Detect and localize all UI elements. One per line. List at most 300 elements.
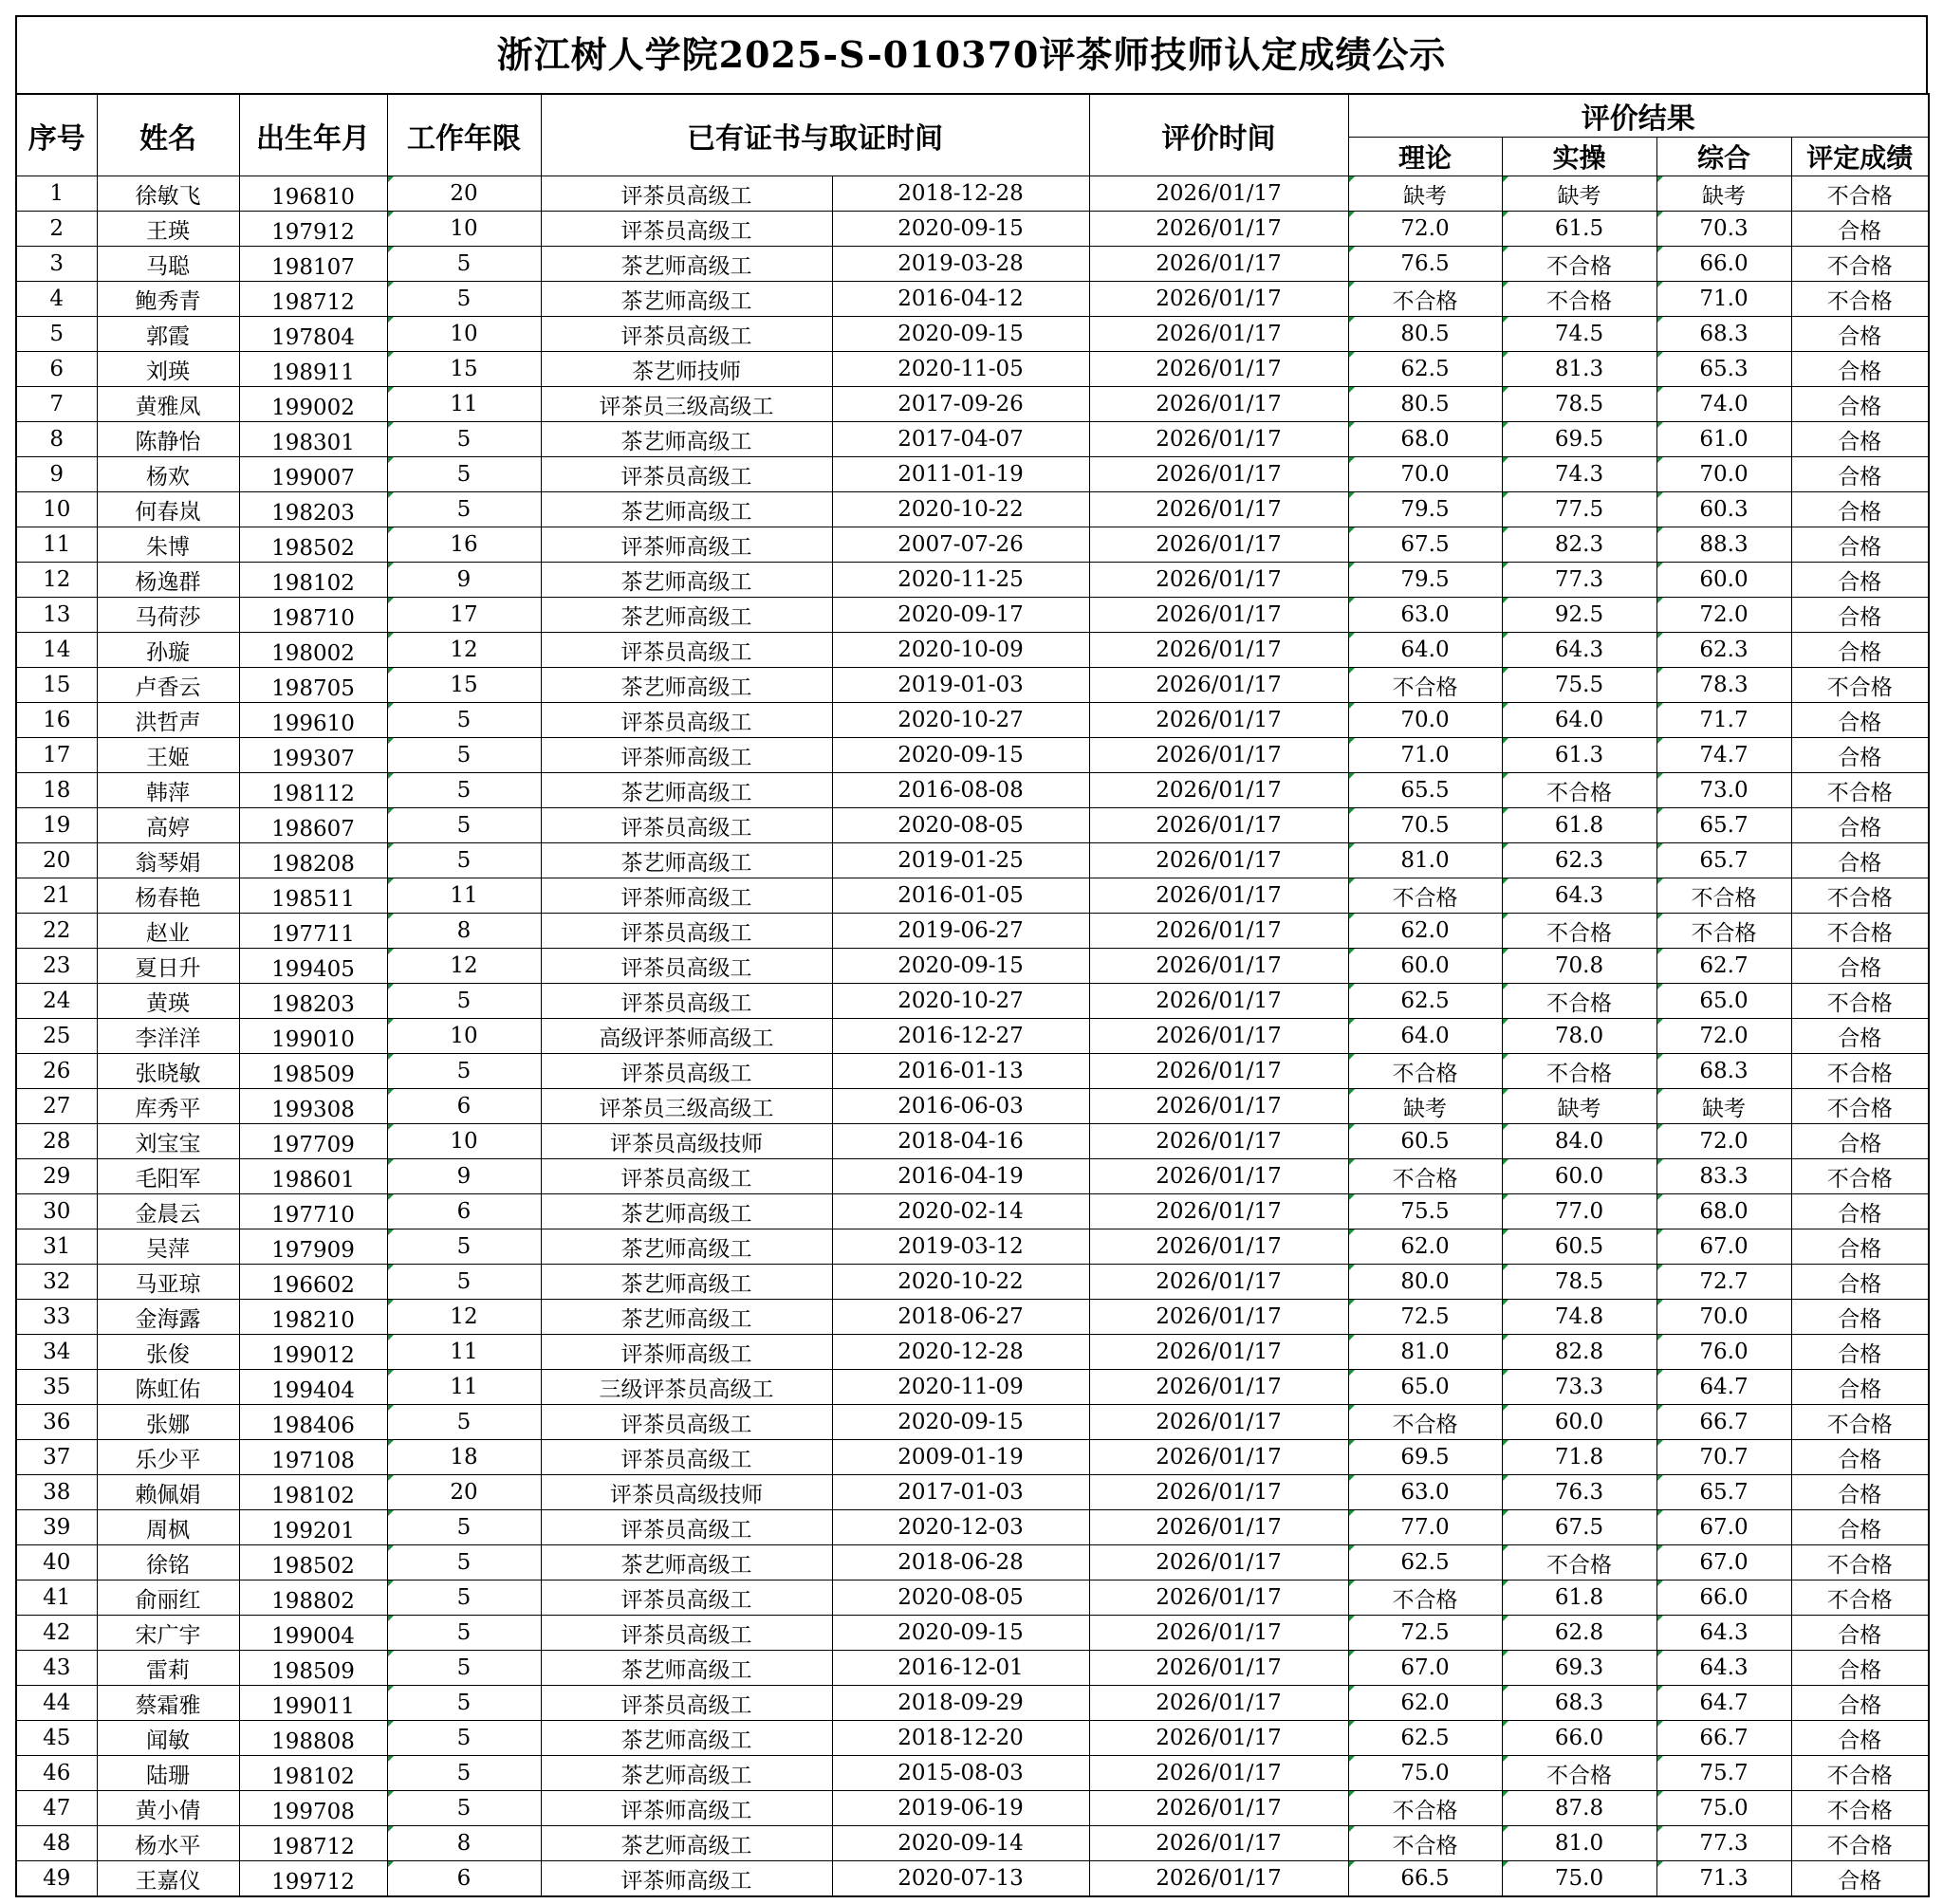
practice-cell: 不合格: [1502, 914, 1656, 949]
table-row: [16, 1265, 1929, 1300]
final-cell: 不合格: [1791, 878, 1929, 914]
seq-cell: 21: [16, 878, 97, 914]
final-cell: 不合格: [1791, 1054, 1929, 1089]
practice-cell: 75.5: [1502, 668, 1656, 703]
table-row: [16, 212, 1929, 247]
final-cell: 合格: [1791, 492, 1929, 527]
birth-cell: 198203: [239, 492, 387, 527]
cert-date-cell: 2019-06-27: [832, 914, 1089, 949]
theory-cell: 67.5: [1348, 527, 1502, 563]
overall-cell: 83.3: [1656, 1159, 1791, 1194]
cert-date-cell: 2020-07-13: [832, 1861, 1089, 1897]
eval-date-cell: 2026/01/17: [1089, 1159, 1348, 1194]
theory-cell: 76.5: [1348, 247, 1502, 282]
table-row: [16, 703, 1929, 738]
final-cell: 不合格: [1791, 1581, 1929, 1616]
years-cell: 11: [387, 1335, 541, 1370]
seq-cell: 25: [16, 1019, 97, 1054]
birth-cell: 198301: [239, 422, 387, 457]
name-cell: 翁琴娟: [97, 843, 239, 878]
name-cell: 黄瑛: [97, 984, 239, 1019]
final-cell: 不合格: [1791, 1159, 1929, 1194]
name-cell: 陈静怡: [97, 422, 239, 457]
birth-cell: 198208: [239, 843, 387, 878]
table-row: [16, 1651, 1929, 1686]
table-row: [16, 492, 1929, 527]
seq-cell: 5: [16, 317, 97, 352]
cert-date-cell: 2018-06-28: [832, 1545, 1089, 1581]
practice-cell: 73.3: [1502, 1370, 1656, 1405]
birth-cell: 198406: [239, 1405, 387, 1440]
eval-date-cell: 2026/01/17: [1089, 1124, 1348, 1159]
practice-cell: 81.0: [1502, 1826, 1656, 1861]
header-theory: 理论: [1348, 138, 1502, 176]
final-cell: 不合格: [1791, 1756, 1929, 1791]
years-cell: 5: [387, 843, 541, 878]
cert-cell: 评茶员高级工: [541, 1510, 832, 1545]
overall-cell: 66.7: [1656, 1405, 1791, 1440]
cert-cell: 评茶师高级工: [541, 738, 832, 773]
cert-date-cell: 2020-10-22: [832, 492, 1089, 527]
header-seq: 序号: [16, 94, 97, 176]
years-cell: 5: [387, 1581, 541, 1616]
name-cell: 徐敏飞: [97, 176, 239, 212]
theory-cell: 65.0: [1348, 1370, 1502, 1405]
years-cell: 5: [387, 1229, 541, 1265]
years-cell: 8: [387, 1826, 541, 1861]
birth-cell: 199712: [239, 1861, 387, 1897]
final-cell: 合格: [1791, 1510, 1929, 1545]
overall-cell: 76.0: [1656, 1335, 1791, 1370]
final-cell: 合格: [1791, 598, 1929, 633]
birth-cell: 197710: [239, 1194, 387, 1229]
overall-cell: 70.0: [1656, 457, 1791, 492]
birth-cell: 198911: [239, 352, 387, 387]
final-cell: 不合格: [1791, 773, 1929, 808]
cert-cell: 评茶师高级工: [541, 878, 832, 914]
years-cell: 12: [387, 633, 541, 668]
birth-cell: 197909: [239, 1229, 387, 1265]
theory-cell: 70.0: [1348, 457, 1502, 492]
eval-date-cell: 2026/01/17: [1089, 422, 1348, 457]
seq-cell: 20: [16, 843, 97, 878]
theory-cell: 64.0: [1348, 633, 1502, 668]
seq-cell: 30: [16, 1194, 97, 1229]
birth-cell: 198502: [239, 1545, 387, 1581]
practice-cell: 81.3: [1502, 352, 1656, 387]
cert-date-cell: 2020-09-15: [832, 1405, 1089, 1440]
cert-cell: 茶艺师高级工: [541, 1194, 832, 1229]
header-birth: 出生年月: [239, 94, 387, 176]
cert-cell: 评茶员高级工: [541, 1159, 832, 1194]
theory-cell: 不合格: [1348, 1054, 1502, 1089]
final-cell: 不合格: [1791, 247, 1929, 282]
seq-cell: 27: [16, 1089, 97, 1124]
eval-date-cell: 2026/01/17: [1089, 457, 1348, 492]
eval-date-cell: 2026/01/17: [1089, 878, 1348, 914]
cert-cell: 评茶员高级工: [541, 1581, 832, 1616]
years-cell: 8: [387, 914, 541, 949]
overall-cell: 缺考: [1656, 176, 1791, 212]
table-row: [16, 984, 1929, 1019]
overall-cell: 72.0: [1656, 1019, 1791, 1054]
theory-cell: 64.0: [1348, 1019, 1502, 1054]
overall-cell: 64.3: [1656, 1651, 1791, 1686]
cert-date-cell: 2015-08-03: [832, 1756, 1089, 1791]
theory-cell: 不合格: [1348, 878, 1502, 914]
final-cell: 合格: [1791, 1370, 1929, 1405]
practice-cell: 77.5: [1502, 492, 1656, 527]
cert-date-cell: 2020-12-03: [832, 1510, 1089, 1545]
cert-cell: 评茶员高级工: [541, 457, 832, 492]
cert-date-cell: 2017-09-26: [832, 387, 1089, 422]
table-row: [16, 563, 1929, 598]
years-cell: 10: [387, 317, 541, 352]
name-cell: 刘瑛: [97, 352, 239, 387]
birth-cell: 198502: [239, 527, 387, 563]
cert-cell: 茶艺师高级工: [541, 773, 832, 808]
table-row: [16, 1756, 1929, 1791]
cert-date-cell: 2020-10-22: [832, 1265, 1089, 1300]
page-title: 浙江树人学院2025-S-010370评茶师技师认定成绩公示: [15, 15, 1928, 93]
practice-cell: 不合格: [1502, 1054, 1656, 1089]
final-cell: 合格: [1791, 1335, 1929, 1370]
table-row: [16, 1510, 1929, 1545]
final-cell: 合格: [1791, 1019, 1929, 1054]
birth-cell: 198712: [239, 282, 387, 317]
seq-cell: 40: [16, 1545, 97, 1581]
seq-cell: 46: [16, 1756, 97, 1791]
overall-cell: 66.0: [1656, 247, 1791, 282]
theory-cell: 72.5: [1348, 1616, 1502, 1651]
cert-cell: 评茶员高级工: [541, 914, 832, 949]
table-row: [16, 1826, 1929, 1861]
spreadsheet: [15, 15, 1928, 1897]
cert-cell: 评茶师高级工: [541, 1335, 832, 1370]
years-cell: 5: [387, 282, 541, 317]
cert-cell: 评茶师高级工: [541, 1791, 832, 1826]
birth-cell: 198107: [239, 247, 387, 282]
practice-cell: 78.0: [1502, 1019, 1656, 1054]
cert-cell: 评茶员高级工: [541, 1405, 832, 1440]
final-cell: 合格: [1791, 527, 1929, 563]
cert-date-cell: 2020-02-14: [832, 1194, 1089, 1229]
overall-cell: 71.7: [1656, 703, 1791, 738]
seq-cell: 31: [16, 1229, 97, 1265]
table-row: [16, 808, 1929, 843]
practice-cell: 69.3: [1502, 1651, 1656, 1686]
practice-cell: 60.5: [1502, 1229, 1656, 1265]
practice-cell: 71.8: [1502, 1440, 1656, 1475]
seq-cell: 36: [16, 1405, 97, 1440]
theory-cell: 75.0: [1348, 1756, 1502, 1791]
cert-cell: 评茶员高级工: [541, 1440, 832, 1475]
final-cell: 合格: [1791, 1721, 1929, 1756]
name-cell: 王瑛: [97, 212, 239, 247]
seq-cell: 19: [16, 808, 97, 843]
eval-date-cell: 2026/01/17: [1089, 1089, 1348, 1124]
overall-cell: 67.0: [1656, 1510, 1791, 1545]
years-cell: 5: [387, 984, 541, 1019]
seq-cell: 16: [16, 703, 97, 738]
years-cell: 12: [387, 949, 541, 984]
cert-date-cell: 2020-09-15: [832, 738, 1089, 773]
cert-cell: 茶艺师高级工: [541, 1545, 832, 1581]
seq-cell: 9: [16, 457, 97, 492]
birth-cell: 197912: [239, 212, 387, 247]
eval-date-cell: 2026/01/17: [1089, 598, 1348, 633]
table-row: [16, 1019, 1929, 1054]
theory-cell: 68.0: [1348, 422, 1502, 457]
table-row: [16, 1440, 1929, 1475]
overall-cell: 62.7: [1656, 949, 1791, 984]
overall-cell: 64.7: [1656, 1370, 1791, 1405]
cert-cell: 评茶员高级工: [541, 949, 832, 984]
table-row: [16, 422, 1929, 457]
overall-cell: 67.0: [1656, 1545, 1791, 1581]
cert-date-cell: 2016-01-13: [832, 1054, 1089, 1089]
birth-cell: 198802: [239, 1581, 387, 1616]
table-row: [16, 668, 1929, 703]
final-cell: 合格: [1791, 212, 1929, 247]
theory-cell: 69.5: [1348, 1440, 1502, 1475]
seq-cell: 48: [16, 1826, 97, 1861]
practice-cell: 87.8: [1502, 1791, 1656, 1826]
cert-cell: 评茶师高级工: [541, 1861, 832, 1897]
birth-cell: 199007: [239, 457, 387, 492]
theory-cell: 65.5: [1348, 773, 1502, 808]
practice-cell: 61.3: [1502, 738, 1656, 773]
final-cell: 合格: [1791, 387, 1929, 422]
practice-cell: 92.5: [1502, 598, 1656, 633]
name-cell: 朱博: [97, 527, 239, 563]
years-cell: 5: [387, 1721, 541, 1756]
name-cell: 黄小倩: [97, 1791, 239, 1826]
practice-cell: 不合格: [1502, 1545, 1656, 1581]
theory-cell: 缺考: [1348, 1089, 1502, 1124]
seq-cell: 39: [16, 1510, 97, 1545]
birth-cell: 198203: [239, 984, 387, 1019]
eval-date-cell: 2026/01/17: [1089, 1581, 1348, 1616]
seq-cell: 7: [16, 387, 97, 422]
years-cell: 11: [387, 878, 541, 914]
eval-date-cell: 2026/01/17: [1089, 1791, 1348, 1826]
seq-cell: 10: [16, 492, 97, 527]
final-cell: 不合格: [1791, 1405, 1929, 1440]
birth-cell: 198712: [239, 1826, 387, 1861]
eval-date-cell: 2026/01/17: [1089, 1545, 1348, 1581]
birth-cell: 198705: [239, 668, 387, 703]
name-cell: 雷莉: [97, 1651, 239, 1686]
seq-cell: 18: [16, 773, 97, 808]
years-cell: 18: [387, 1440, 541, 1475]
seq-cell: 33: [16, 1300, 97, 1335]
practice-cell: 77.0: [1502, 1194, 1656, 1229]
eval-date-cell: 2026/01/17: [1089, 914, 1348, 949]
overall-cell: 75.7: [1656, 1756, 1791, 1791]
table-row: [16, 1475, 1929, 1510]
theory-cell: 67.0: [1348, 1651, 1502, 1686]
eval-date-cell: 2026/01/17: [1089, 1229, 1348, 1265]
final-cell: 不合格: [1791, 1089, 1929, 1124]
cert-cell: 茶艺师高级工: [541, 1756, 832, 1791]
name-cell: 闻敏: [97, 1721, 239, 1756]
final-cell: 合格: [1791, 703, 1929, 738]
seq-cell: 3: [16, 247, 97, 282]
name-cell: 卢香云: [97, 668, 239, 703]
name-cell: 鲍秀青: [97, 282, 239, 317]
table-row: [16, 1616, 1929, 1651]
birth-cell: 199004: [239, 1616, 387, 1651]
table-row: [16, 1545, 1929, 1581]
theory-cell: 79.5: [1348, 492, 1502, 527]
cert-date-cell: 2019-03-12: [832, 1229, 1089, 1265]
seq-cell: 17: [16, 738, 97, 773]
final-cell: 合格: [1791, 422, 1929, 457]
final-cell: 合格: [1791, 1651, 1929, 1686]
years-cell: 10: [387, 212, 541, 247]
years-cell: 6: [387, 1861, 541, 1897]
table-row: [16, 282, 1929, 317]
practice-cell: 77.3: [1502, 563, 1656, 598]
birth-cell: 198710: [239, 598, 387, 633]
overall-cell: 65.3: [1656, 352, 1791, 387]
overall-cell: 88.3: [1656, 527, 1791, 563]
practice-cell: 66.0: [1502, 1721, 1656, 1756]
eval-date-cell: 2026/01/17: [1089, 668, 1348, 703]
cert-cell: 茶艺师技师: [541, 352, 832, 387]
header-overall: 综合: [1656, 138, 1791, 176]
cert-date-cell: 2016-04-19: [832, 1159, 1089, 1194]
final-cell: 合格: [1791, 1229, 1929, 1265]
practice-cell: 68.3: [1502, 1686, 1656, 1721]
theory-cell: 62.5: [1348, 1721, 1502, 1756]
table-row: [16, 387, 1929, 422]
overall-cell: 66.0: [1656, 1581, 1791, 1616]
birth-cell: 198102: [239, 1756, 387, 1791]
table-row: [16, 843, 1929, 878]
cert-cell: 茶艺师高级工: [541, 422, 832, 457]
practice-cell: 74.3: [1502, 457, 1656, 492]
name-cell: 张晓敏: [97, 1054, 239, 1089]
name-cell: 洪哲声: [97, 703, 239, 738]
cert-date-cell: 2020-09-15: [832, 212, 1089, 247]
birth-cell: 198509: [239, 1651, 387, 1686]
cert-cell: 评茶员高级技师: [541, 1124, 832, 1159]
theory-cell: 62.5: [1348, 984, 1502, 1019]
name-cell: 刘宝宝: [97, 1124, 239, 1159]
results-table: [15, 93, 1930, 1897]
table-row: [16, 1686, 1929, 1721]
years-cell: 5: [387, 457, 541, 492]
name-cell: 吴萍: [97, 1229, 239, 1265]
final-cell: 合格: [1791, 1300, 1929, 1335]
table-row: [16, 317, 1929, 352]
header-result-group: 评价结果: [1348, 94, 1929, 138]
overall-cell: 60.3: [1656, 492, 1791, 527]
years-cell: 17: [387, 598, 541, 633]
theory-cell: 70.5: [1348, 808, 1502, 843]
final-cell: 合格: [1791, 843, 1929, 878]
practice-cell: 78.5: [1502, 1265, 1656, 1300]
seq-cell: 42: [16, 1616, 97, 1651]
years-cell: 11: [387, 1370, 541, 1405]
seq-cell: 13: [16, 598, 97, 633]
eval-date-cell: 2026/01/17: [1089, 633, 1348, 668]
years-cell: 5: [387, 422, 541, 457]
cert-date-cell: 2016-06-03: [832, 1089, 1089, 1124]
birth-cell: 199002: [239, 387, 387, 422]
cert-date-cell: 2020-09-15: [832, 317, 1089, 352]
eval-date-cell: 2026/01/17: [1089, 176, 1348, 212]
name-cell: 库秀平: [97, 1089, 239, 1124]
cert-date-cell: 2016-08-08: [832, 773, 1089, 808]
table-row: [16, 176, 1929, 212]
eval-date-cell: 2026/01/17: [1089, 212, 1348, 247]
seq-cell: 12: [16, 563, 97, 598]
years-cell: 10: [387, 1124, 541, 1159]
final-cell: 不合格: [1791, 282, 1929, 317]
eval-date-cell: 2026/01/17: [1089, 247, 1348, 282]
table-row: [16, 1791, 1929, 1826]
final-cell: 合格: [1791, 317, 1929, 352]
seq-cell: 34: [16, 1335, 97, 1370]
header-eval-date: 评价时间: [1089, 94, 1348, 176]
table-row: [16, 247, 1929, 282]
table-row: [16, 1861, 1929, 1897]
cert-date-cell: 2007-07-26: [832, 527, 1089, 563]
final-cell: 合格: [1791, 1861, 1929, 1897]
theory-cell: 60.0: [1348, 949, 1502, 984]
cert-date-cell: 2018-12-28: [832, 176, 1089, 212]
final-cell: 不合格: [1791, 984, 1929, 1019]
years-cell: 15: [387, 352, 541, 387]
name-cell: 何春岚: [97, 492, 239, 527]
seq-cell: 14: [16, 633, 97, 668]
cert-cell: 评茶员高级工: [541, 317, 832, 352]
overall-cell: 72.0: [1656, 1124, 1791, 1159]
practice-cell: 70.8: [1502, 949, 1656, 984]
eval-date-cell: 2026/01/17: [1089, 1405, 1348, 1440]
cert-date-cell: 2020-08-05: [832, 808, 1089, 843]
practice-cell: 64.0: [1502, 703, 1656, 738]
name-cell: 马荷莎: [97, 598, 239, 633]
cert-date-cell: 2020-10-27: [832, 984, 1089, 1019]
table-row: [16, 1335, 1929, 1370]
years-cell: 5: [387, 1265, 541, 1300]
name-cell: 俞丽红: [97, 1581, 239, 1616]
seq-cell: 8: [16, 422, 97, 457]
seq-cell: 35: [16, 1370, 97, 1405]
eval-date-cell: 2026/01/17: [1089, 282, 1348, 317]
years-cell: 5: [387, 1510, 541, 1545]
theory-cell: 62.0: [1348, 1686, 1502, 1721]
overall-cell: 70.0: [1656, 1300, 1791, 1335]
eval-date-cell: 2026/01/17: [1089, 492, 1348, 527]
cert-cell: 评茶员高级工: [541, 633, 832, 668]
cert-date-cell: 2019-01-03: [832, 668, 1089, 703]
table-body: [16, 176, 1929, 1897]
eval-date-cell: 2026/01/17: [1089, 773, 1348, 808]
seq-cell: 1: [16, 176, 97, 212]
practice-cell: 76.3: [1502, 1475, 1656, 1510]
eval-date-cell: 2026/01/17: [1089, 317, 1348, 352]
cert-cell: 茶艺师高级工: [541, 668, 832, 703]
eval-date-cell: 2026/01/17: [1089, 703, 1348, 738]
name-cell: 周枫: [97, 1510, 239, 1545]
birth-cell: 198509: [239, 1054, 387, 1089]
seq-cell: 28: [16, 1124, 97, 1159]
